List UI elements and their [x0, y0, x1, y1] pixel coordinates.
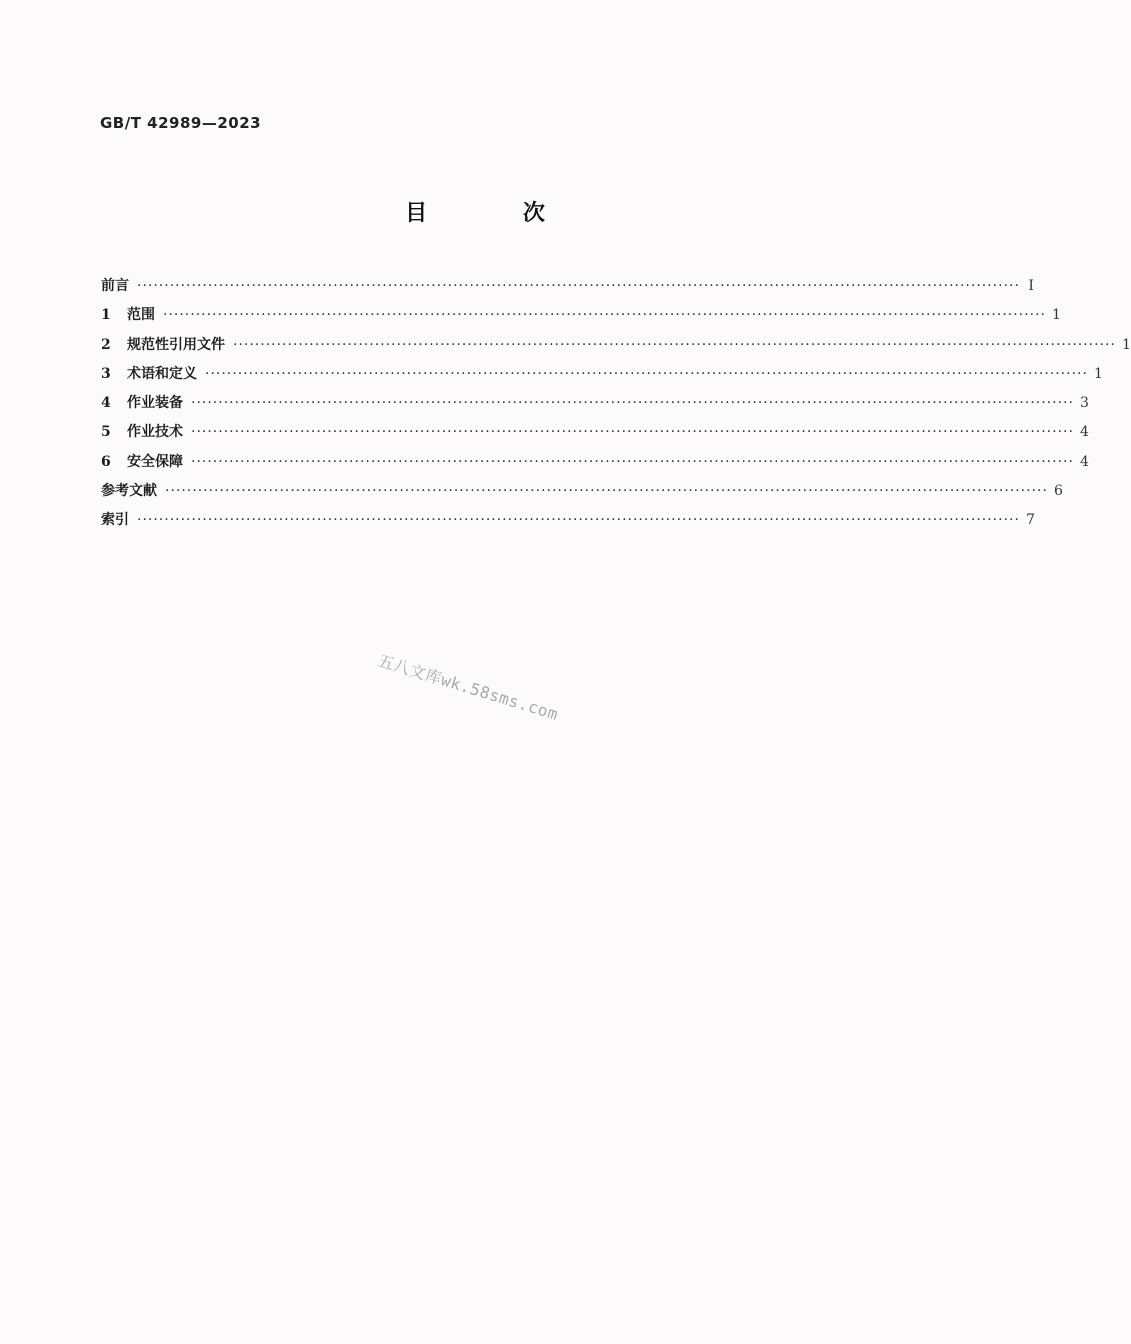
- toc-entry-page: Ⅰ: [1028, 278, 1034, 294]
- toc-entry-page: 6: [1053, 483, 1063, 500]
- toc-leader-dots: ··································································································································································: [137, 512, 1020, 529]
- toc-leader-dots: ··································································································································································: [191, 395, 1074, 412]
- toc-leader-dots: ··································································································································································: [137, 278, 1020, 294]
- toc-entry-number: 2: [101, 336, 111, 353]
- toc-entry-page: 4: [1079, 453, 1089, 470]
- toc-entry-technique[interactable]: [101, 421, 1089, 450]
- toc-leader-dots: ··································································································································································: [163, 307, 1046, 324]
- toc-entry-page: 7: [1025, 512, 1035, 529]
- toc-leader-dots: ··································································································································································: [205, 365, 1088, 382]
- toc-entry-number: 1: [101, 307, 111, 324]
- toc-entry-number: 3: [101, 365, 111, 382]
- toc-entry-index[interactable]: [101, 509, 1035, 538]
- toc-entry-normative-references[interactable]: [101, 334, 1131, 363]
- toc-entry-bibliography[interactable]: [101, 480, 1063, 509]
- toc-entry-label: 作业装备: [127, 395, 183, 412]
- toc-entry-foreword[interactable]: [101, 275, 1034, 304]
- toc-entry-page: 1: [1093, 365, 1103, 382]
- toc-entry-label: 参考文献: [101, 483, 157, 500]
- toc-entry-label: 规范性引用文件: [127, 336, 225, 353]
- standard-number: GB/T 42989—2023: [100, 114, 262, 132]
- table-of-contents: [101, 275, 1131, 539]
- toc-leader-dots: ··································································································································································: [191, 424, 1074, 441]
- toc-entry-label: 安全保障: [127, 453, 183, 470]
- toc-entry-number: 5: [101, 424, 111, 441]
- toc-entry-terms-definitions[interactable]: [101, 363, 1103, 392]
- toc-entry-label: 索引: [101, 512, 129, 529]
- toc-entry-label: 前言: [101, 278, 129, 294]
- toc-entry-number: 4: [101, 395, 111, 412]
- toc-entry-number: 6: [101, 453, 111, 470]
- toc-leader-dots: ··································································································································································: [233, 336, 1116, 353]
- toc-entry-label: 作业技术: [127, 424, 183, 441]
- toc-entry-page: 1: [1051, 307, 1061, 324]
- toc-entry-scope[interactable]: [101, 304, 1061, 333]
- toc-entry-page: 1: [1121, 336, 1131, 353]
- watermark: 五八文库wk.58sms.com: [375, 650, 561, 724]
- toc-entry-label: 范围: [127, 307, 155, 324]
- toc-title: 目 次: [405, 201, 589, 226]
- toc-leader-dots: ··································································································································································: [191, 453, 1074, 470]
- toc-entry-equipment[interactable]: [101, 392, 1089, 421]
- toc-entry-label: 术语和定义: [127, 365, 197, 382]
- toc-leader-dots: ··································································································································································: [165, 483, 1048, 500]
- toc-entry-page: 4: [1079, 424, 1089, 441]
- toc-entry-safety[interactable]: [101, 451, 1089, 480]
- toc-entry-page: 3: [1079, 395, 1089, 412]
